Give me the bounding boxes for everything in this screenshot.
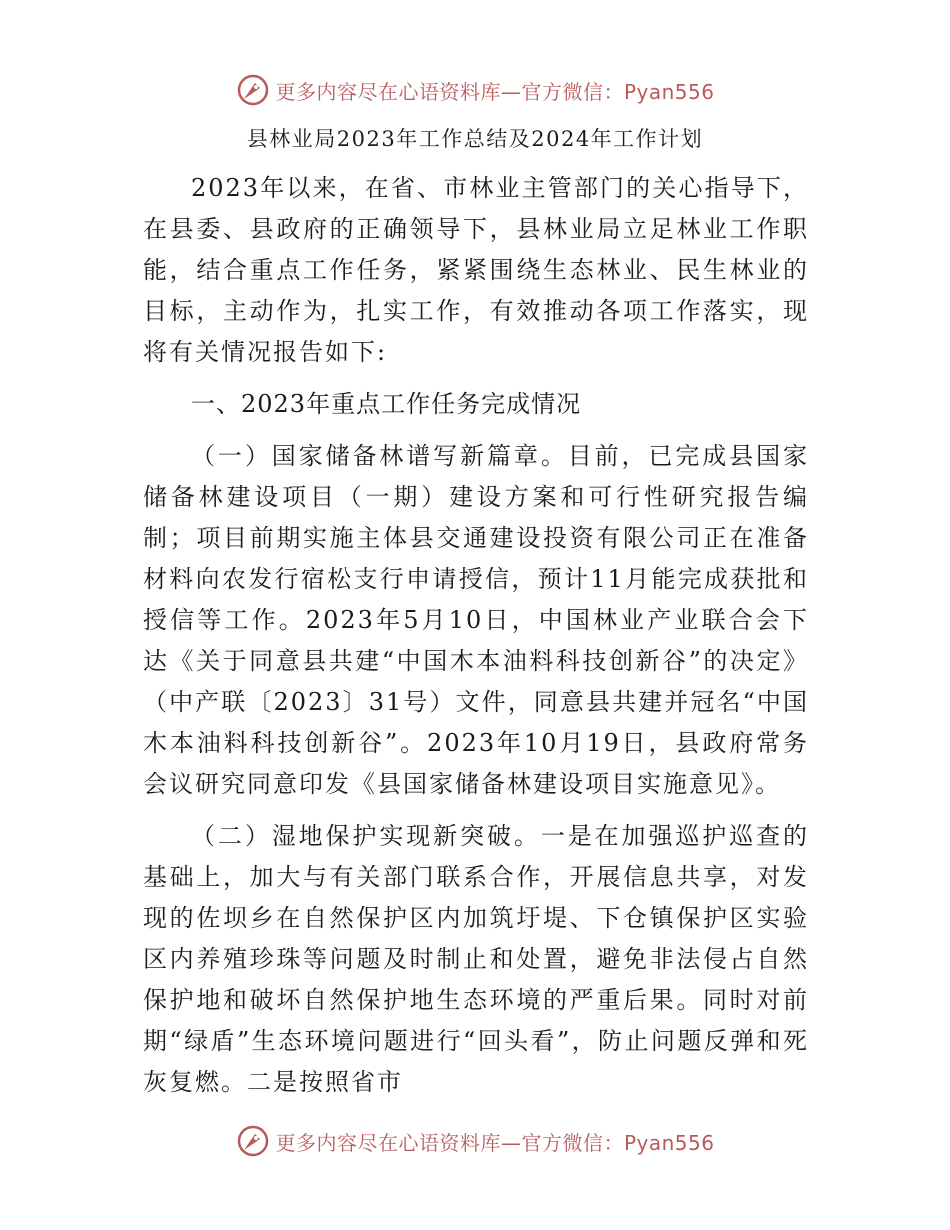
section-heading: 一、2023年重点工作任务完成情况 <box>191 390 582 418</box>
watermark-text: 更多内容尽在心语资料库—官方微信：Pyan556 <box>275 79 715 104</box>
body-paragraph-2: （二）湿地保护实现新突破。一是在加强巡护巡查的基础上，加大与有关部门联系合作，开展信息共享，对发现的佐坝乡在自然保护区内加筑圩堤、下仓镇保护区实验区内养殖珍珠等问题及时制止和处置，避免非法侵占自然保护地和破坏自然保护地生态环境的严重后果。同时对前期“绿盾”生态环境问题进行“回头看”，防止问题反弹和死灰复燃。二是按照省市 <box>143 822 809 1096</box>
watermark-banner-bottom <box>0 1119 950 1163</box>
pen-nib-logo-icon <box>235 72 271 108</box>
pen-nib-logo-icon <box>235 1123 271 1159</box>
watermark-banner-top <box>0 68 950 112</box>
body-paragraph-1: （一）国家储备林谱写新篇章。目前，已完成县国家储备林建设项目（一期）建设方案和可行性研究报告编制；项目前期实施主体县交通建设投资有限公司正在准备材料向农发行宿松支行申请授信，预计11月能完成获批和授信等工作。2023年5月10日，中国林业产业联合会下达《关于同意县共建“中国木本油料科技创新谷”的决定》（中产联〔2023〕31号）文件，同意县共建并冠名“中国木本油料科技创新谷”。2023年10月19日，县政府常务会议研究同意印发《县国家储备林建设项目实施意见》。 <box>143 442 809 798</box>
watermark-text: 更多内容尽在心语资料库—官方微信：Pyan556 <box>275 1130 715 1155</box>
intro-paragraph: 2023年以来，在省、市林业主管部门的关心指导下，在县委、县政府的正确领导下，县林业局立足林业工作职能，结合重点工作任务，紧紧围绕生态林业、民生林业的目标，主动作为，扎实工作，有效推动各项工作落实，现将有关情况报告如下: <box>143 174 809 366</box>
document-title: 县林业局2023年工作总结及2024年工作计划 <box>246 127 704 151</box>
document-body <box>143 168 809 1103</box>
